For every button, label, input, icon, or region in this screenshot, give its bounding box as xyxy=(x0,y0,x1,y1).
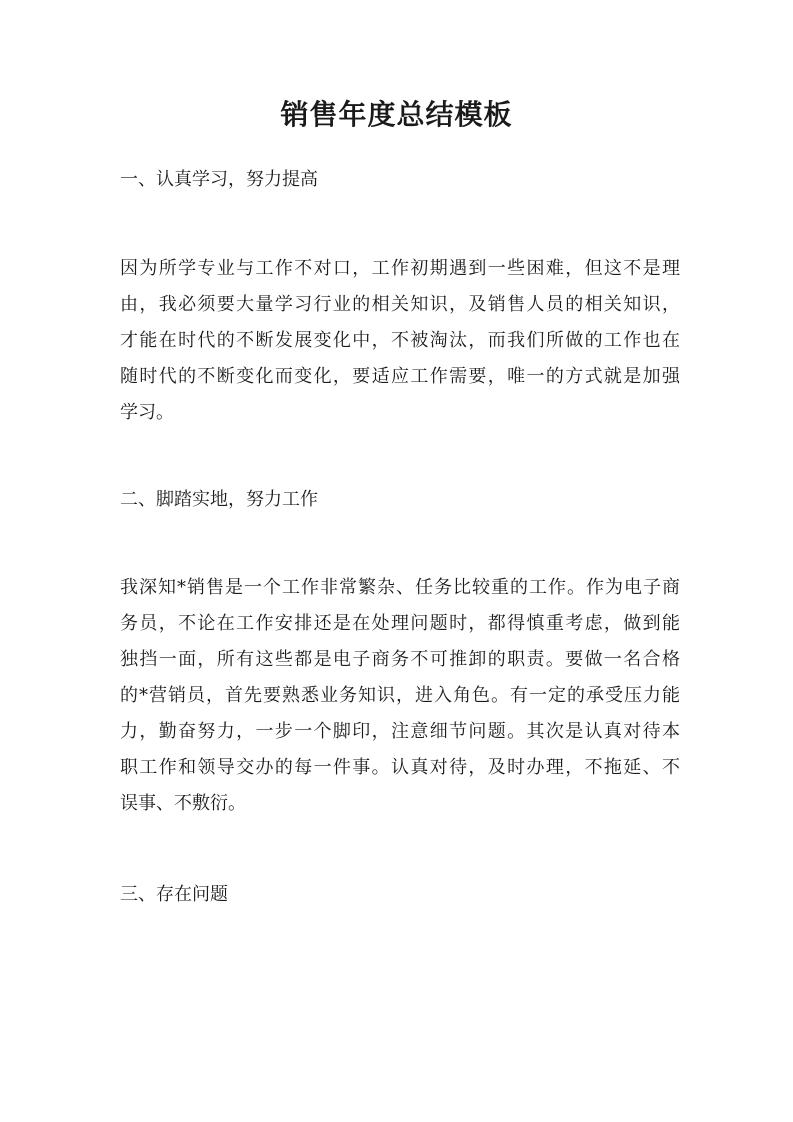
paragraph-line: 随时代的不断变化而变化，要适应工作需要，唯一的方式就是加强 xyxy=(120,366,680,387)
paragraph-line: 误事、不敷衍。 xyxy=(120,793,246,814)
section-heading-2: 二、脚踏实地，努力工作 xyxy=(120,489,318,510)
paragraph-line: 职工作和领导交办的每一件事。认真对待，及时办理，不拖延、不 xyxy=(120,757,680,778)
section-heading-1: 一、认真学习，努力提高 xyxy=(120,169,318,190)
paragraph-line: 的*营销员，首先要熟悉业务知识，进入角色。有一定的承受压力能 xyxy=(120,685,680,706)
section-heading-3: 三、存在问题 xyxy=(120,884,228,905)
paragraph-line: 我深知*销售是一个工作非常繁杂、任务比较重的工作。作为电子商 xyxy=(120,577,680,598)
paragraph-line: 才能在时代的不断发展变化中，不被淘汰，而我们所做的工作也在 xyxy=(120,330,680,351)
paragraph-line: 学习。 xyxy=(120,402,174,423)
paragraph-line: 由，我必须要大量学习行业的相关知识，及销售人员的相关知识， xyxy=(120,294,680,315)
section-1-paragraph xyxy=(120,251,680,431)
document-title: 销售年度总结模板 xyxy=(280,98,513,131)
paragraph-line: 独挡一面，所有这些都是电子商务不可推卸的职责。要做一名合格 xyxy=(120,649,680,670)
section-2-paragraph xyxy=(120,570,680,822)
paragraph-line: 因为所学专业与工作不对口，工作初期遇到一些困难，但这不是理 xyxy=(120,258,680,279)
paragraph-line: 力，勤奋努力，一步一个脚印，注意细节问题。其次是认真对待本 xyxy=(120,721,680,742)
paragraph-line: 务员，不论在工作安排还是在处理问题时，都得慎重考虑，做到能 xyxy=(120,613,680,634)
